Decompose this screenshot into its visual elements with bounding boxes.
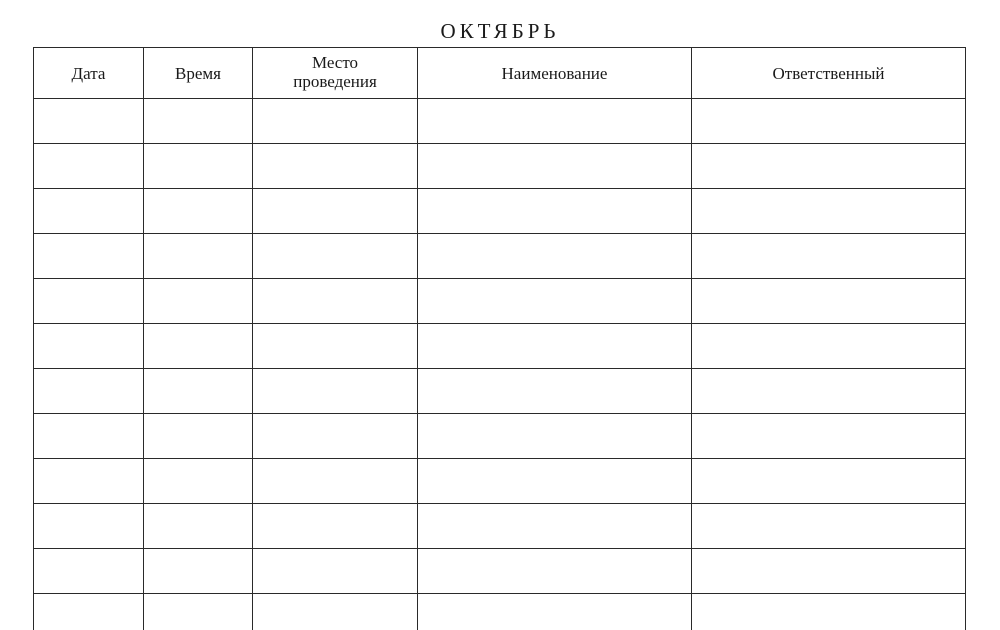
page-title: ОКТЯБРЬ xyxy=(440,19,560,43)
cell-responsible[interactable] xyxy=(692,414,965,458)
table-row xyxy=(34,324,965,369)
table-row xyxy=(34,189,965,234)
cell-time[interactable] xyxy=(144,594,253,630)
cell-responsible[interactable] xyxy=(692,459,965,503)
column-header-title: Наименование xyxy=(418,48,692,98)
column-header-venue: Место проведения xyxy=(253,48,418,98)
cell-venue[interactable] xyxy=(253,549,418,593)
cell-venue[interactable] xyxy=(253,144,418,188)
cell-date[interactable] xyxy=(34,144,144,188)
cell-venue[interactable] xyxy=(253,279,418,323)
cell-time[interactable] xyxy=(144,459,253,503)
cell-title[interactable] xyxy=(418,459,692,503)
table-row xyxy=(34,414,965,459)
cell-title[interactable] xyxy=(418,144,692,188)
cell-date[interactable] xyxy=(34,414,144,458)
table-row xyxy=(34,369,965,414)
cell-time[interactable] xyxy=(144,324,253,368)
cell-venue[interactable] xyxy=(253,189,418,233)
cell-time[interactable] xyxy=(144,144,253,188)
table-row xyxy=(34,504,965,549)
cell-date[interactable] xyxy=(34,324,144,368)
table-row xyxy=(34,549,965,594)
cell-date[interactable] xyxy=(34,594,144,630)
cell-venue[interactable] xyxy=(253,504,418,548)
cell-date[interactable] xyxy=(34,234,144,278)
table-body xyxy=(34,99,965,630)
table-row xyxy=(34,459,965,504)
column-header-responsible: Ответственный xyxy=(772,63,885,83)
column-header-time: Время xyxy=(144,48,253,98)
table-row xyxy=(34,234,965,279)
cell-responsible[interactable] xyxy=(692,324,965,368)
cell-title[interactable] xyxy=(418,504,692,548)
schedule-table xyxy=(33,47,966,630)
cell-date[interactable] xyxy=(34,99,144,143)
cell-responsible[interactable] xyxy=(692,549,965,593)
cell-title[interactable] xyxy=(418,414,692,458)
cell-responsible[interactable] xyxy=(692,99,965,143)
cell-time[interactable] xyxy=(144,369,253,413)
cell-time[interactable] xyxy=(144,189,253,233)
table-row xyxy=(34,594,965,630)
cell-date[interactable] xyxy=(34,189,144,233)
cell-title[interactable] xyxy=(418,369,692,413)
cell-title[interactable] xyxy=(418,549,692,593)
cell-venue[interactable] xyxy=(253,234,418,278)
cell-responsible[interactable] xyxy=(692,144,965,188)
cell-responsible[interactable] xyxy=(692,279,965,323)
cell-responsible[interactable] xyxy=(692,594,965,630)
column-header-date: Дата xyxy=(34,48,144,98)
cell-responsible[interactable] xyxy=(692,369,965,413)
cell-time[interactable] xyxy=(144,99,253,143)
cell-time[interactable] xyxy=(144,549,253,593)
cell-time[interactable] xyxy=(144,414,253,458)
table-header-row xyxy=(34,48,965,99)
cell-date[interactable] xyxy=(34,369,144,413)
cell-time[interactable] xyxy=(144,504,253,548)
cell-title[interactable] xyxy=(418,189,692,233)
table-row xyxy=(34,99,965,144)
cell-title[interactable] xyxy=(418,324,692,368)
cell-title[interactable] xyxy=(418,99,692,143)
cell-venue[interactable] xyxy=(253,459,418,503)
cell-responsible[interactable] xyxy=(692,504,965,548)
table-row xyxy=(34,144,965,189)
cell-title[interactable] xyxy=(418,234,692,278)
cell-date[interactable] xyxy=(34,279,144,323)
cell-date[interactable] xyxy=(34,549,144,593)
cell-responsible[interactable] xyxy=(692,189,965,233)
cell-responsible[interactable] xyxy=(692,234,965,278)
cell-title[interactable] xyxy=(418,594,692,630)
table-row xyxy=(34,279,965,324)
cell-venue[interactable] xyxy=(253,414,418,458)
cell-venue[interactable] xyxy=(253,324,418,368)
cell-title[interactable] xyxy=(418,279,692,323)
cell-venue[interactable] xyxy=(253,594,418,630)
cell-time[interactable] xyxy=(144,234,253,278)
cell-date[interactable] xyxy=(34,459,144,503)
cell-date[interactable] xyxy=(34,504,144,548)
cell-time[interactable] xyxy=(144,279,253,323)
cell-venue[interactable] xyxy=(253,369,418,413)
cell-venue[interactable] xyxy=(253,99,418,143)
